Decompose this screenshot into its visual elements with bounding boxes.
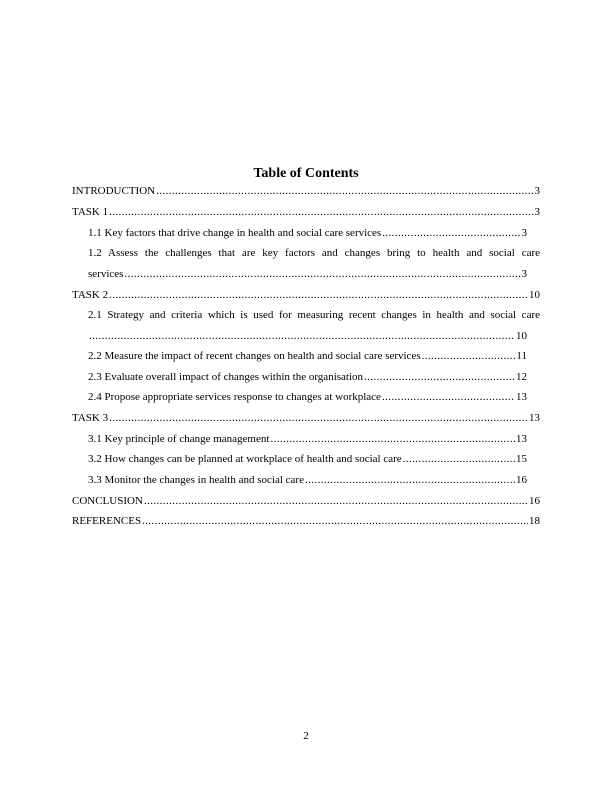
page-number: 2	[303, 730, 309, 742]
toc-entry-page: 3	[521, 268, 527, 280]
toc-entry-label: TASK 1	[72, 206, 109, 218]
dot-leader	[422, 349, 516, 363]
toc-entry-label: TASK 3	[72, 412, 109, 424]
toc-entry-label: TASK 2	[72, 289, 109, 301]
toc-entry-label: 2.4 Propose appropriate services response to changes at workplace	[88, 391, 381, 403]
toc-entry-3-3[interactable]	[88, 473, 527, 487]
toc-entry-3-2[interactable]	[88, 452, 527, 466]
toc-entry-page: 13	[529, 412, 540, 424]
toc-entry-page: 15	[516, 453, 527, 465]
toc-entry-page: 3	[534, 185, 540, 197]
dot-leader	[142, 514, 528, 528]
toc-entry-page: 12	[516, 371, 527, 383]
toc-entry-page: 10	[529, 289, 540, 301]
toc-entry-2-2[interactable]	[88, 349, 527, 363]
toc-entry-1-2-line1[interactable]: 1.2 Assess the challenges that are key factors and changes bring to health and social care	[88, 247, 540, 259]
toc-entry-label: services	[88, 268, 124, 280]
toc-entry-task-2[interactable]	[72, 288, 540, 302]
toc-entry-2-1-line1[interactable]: 2.1 Strategy and criteria which is used for measuring recent changes in health and social care	[88, 309, 540, 321]
toc-entry-page: 3	[521, 227, 527, 239]
toc-entry-2-1-line2[interactable]	[88, 329, 527, 343]
toc-entry-label: INTRODUCTION	[72, 185, 156, 197]
dot-leader	[144, 494, 528, 508]
dot-leader	[364, 370, 515, 384]
dot-leader	[403, 452, 515, 466]
toc-entry-page: 16	[529, 495, 540, 507]
toc-entry-label: 2.3 Evaluate overall impact of changes within the organisation	[88, 371, 364, 383]
toc-entry-label: CONCLUSION	[72, 495, 143, 507]
dot-leader	[109, 411, 528, 425]
dot-leader	[156, 184, 533, 198]
dot-leader	[270, 432, 515, 446]
toc-entry-3-1[interactable]	[88, 432, 527, 446]
toc-entry-1-2-line2[interactable]	[88, 267, 527, 281]
toc-entry-label: REFERENCES	[72, 515, 142, 527]
toc-entry-label: 1.1 Key factors that drive change in health and social care services	[88, 227, 382, 239]
dot-leader	[305, 473, 515, 487]
dot-leader	[382, 390, 515, 404]
toc-entry-conclusion[interactable]	[72, 494, 540, 508]
dot-leader	[382, 226, 520, 240]
toc-entry-label: 3.1 Key principle of change management	[88, 433, 270, 445]
dot-leader	[89, 329, 515, 343]
dot-leader	[109, 288, 528, 302]
toc-entry-2-4[interactable]	[88, 390, 527, 404]
toc-entry-page: 13	[516, 391, 527, 403]
toc-entry-task-1[interactable]	[72, 205, 540, 219]
toc-entry-page: 16	[516, 474, 527, 486]
toc-entry-label: 3.2 How changes can be planned at workplace of health and social care	[88, 453, 402, 465]
dot-leader	[109, 205, 533, 219]
toc-title: Table of Contents	[253, 166, 359, 181]
toc-entry-page: 13	[516, 433, 527, 445]
toc-entry-page: 10	[516, 330, 527, 342]
toc-entry-task-3[interactable]	[72, 411, 540, 425]
toc-entry-page: 18	[529, 515, 540, 527]
toc-entry-page: 3	[534, 206, 540, 218]
toc-entry-label: 3.3 Monitor the changes in health and social care	[88, 474, 304, 486]
toc-entry-references[interactable]	[72, 514, 540, 528]
toc-entry-label: 2.2 Measure the impact of recent changes on health and social care services	[88, 350, 421, 362]
toc-entry-2-3[interactable]	[88, 370, 527, 384]
toc-entry-1-1[interactable]	[88, 226, 527, 240]
toc-entry-page: 11	[516, 350, 527, 362]
toc-entry-introduction[interactable]	[72, 184, 540, 198]
dot-leader	[124, 267, 520, 281]
